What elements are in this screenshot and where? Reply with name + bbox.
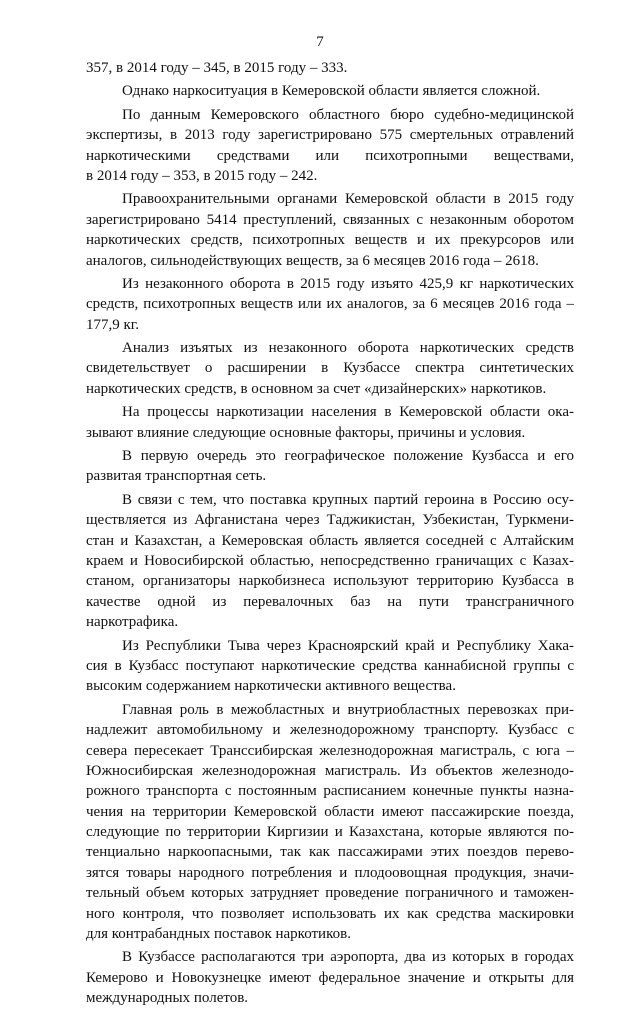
text-line: чения на территории Кемеровской области имеют пассажирские поезда, — [86, 803, 574, 820]
text-line: Анализ изъятых из незаконного оборота наркотических средств — [122, 340, 574, 357]
text-line: На процессы наркотизации населения в Кемеровской области ока- — [122, 404, 574, 421]
text-line: надлежит автомобильному и железнодорожному транспорту. Кузбасс с — [86, 722, 574, 739]
text-line: станом, организаторы наркобизнеса используют территорию Кузбасса в — [86, 573, 574, 590]
document-body — [86, 58, 574, 1012]
text-line: тенциально наркоопасными, так как пассажирами этих поездов перево- — [86, 844, 574, 861]
text-line: тельный объем которых затрудняет проведение пограничного и таможен- — [86, 885, 574, 902]
paragraph — [86, 947, 574, 1008]
text-line: качестве одной из перевалочных баз на пути трансграничного — [86, 593, 574, 610]
text-line: зывают влияние следующие основные факторы, причины и условия. — [86, 424, 526, 441]
text-line: ществляется из Афганистана через Таджикистан, Узбекистан, Туркмени- — [86, 512, 574, 529]
paragraph — [86, 446, 574, 487]
text-line: Из незаконного оборота в 2015 году изъято 425,9 кг наркотических — [122, 275, 574, 292]
text-line: Из Республики Тыва через Красноярский край и Республику Хака- — [122, 637, 574, 654]
text-line: аналогов, сильнодействующих веществ, за 6 месяцев 2016 года – 2618. — [86, 252, 539, 269]
text-line: 357, в 2014 году – 345, в 2015 году – 333. — [86, 60, 348, 76]
text-line: ного контроля, что позволяет использовать их как средства маскировки — [86, 905, 574, 922]
text-line: Южносибирская железнодорожная магистраль. Из объектов железнодо- — [86, 762, 574, 779]
text-line: зятся товары народного потребления и плодоовощная продукция, значи- — [86, 864, 574, 881]
text-line: Однако наркоситуация в Кемеровской области является сложной. — [122, 83, 541, 100]
text-line: свидетельствует о расширении в Кузбассе спектра синтетических — [86, 360, 574, 377]
text-line: В Кузбассе располагаются три аэропорта, два из которых в городах — [122, 949, 574, 966]
text-line: международных полетов. — [86, 990, 249, 1007]
text-line: наркотических средств, психотропных веществ и их прекурсоров или — [86, 232, 574, 249]
paragraph — [86, 274, 574, 335]
text-line: севера пересекает Транссибирская железнодорожная магистраль, с юга – — [86, 742, 574, 759]
text-line: наркотрафика. — [86, 614, 179, 631]
text-line: экспертизы, в 2013 году зарегистрировано 575 смертельных отравлений — [86, 127, 574, 144]
paragraph — [86, 58, 574, 78]
text-line: развитая транспортная сеть. — [86, 468, 267, 485]
page-number: 7 — [316, 34, 324, 50]
text-line: рожного транспорта с постоянным расписанием конечные пункты назна- — [86, 783, 574, 800]
text-line: высоким содержанием наркотически активного вещества. — [86, 678, 456, 695]
paragraph — [86, 490, 574, 633]
text-line: В первую очередь это географическое положение Кузбасса и его — [122, 448, 574, 465]
text-line: Кемерово и Новокузнецке имеют федеральное значение и открыты для — [86, 969, 574, 986]
text-line: В связи с тем, что поставка крупных партий героина в Россию осу- — [122, 491, 574, 508]
text-line: в 2014 году – 353, в 2015 году – 242. — [86, 167, 318, 184]
paragraph — [86, 105, 574, 187]
text-line: Главная роль в межобластных и внутриобластных перевозках при- — [122, 701, 574, 718]
text-line: для контрабандных поставок наркотиков. — [86, 926, 351, 943]
text-line: краем и Новосибирской областью, непосредственно граничащих с Казах- — [86, 552, 574, 569]
paragraph — [86, 636, 574, 697]
text-line: зарегистрировано 5414 преступлений, связанных с незаконным оборотом — [86, 211, 574, 228]
text-line: стан и Казахстан, а Кемеровская область является соседней с Алтайским — [86, 532, 574, 549]
paragraph — [86, 402, 574, 443]
paragraph — [86, 338, 574, 399]
text-line: По данным Кемеровского областного бюро судебно-медицинской — [122, 106, 574, 123]
paragraph — [86, 700, 574, 945]
text-line: сия в Кузбасс поступают наркотические средства каннабисной группы с — [86, 657, 574, 674]
paragraph — [86, 189, 574, 271]
text-line: наркотических средств, в основном за счет «дизайнерских» наркотиков. — [86, 380, 547, 397]
paragraph — [86, 81, 574, 101]
text-line: 177,9 кг. — [86, 316, 139, 333]
text-line: средств, психотропных веществ или их аналогов, за 6 месяцев 2016 года – — [86, 296, 574, 313]
text-line: наркотическими средствами или психотропными веществами, — [86, 147, 574, 164]
text-line: следующие по территории Киргизии и Казахстана, которые являются по- — [86, 824, 574, 841]
text-line: Правоохранительными органами Кемеровской области в 2015 году — [122, 191, 574, 208]
